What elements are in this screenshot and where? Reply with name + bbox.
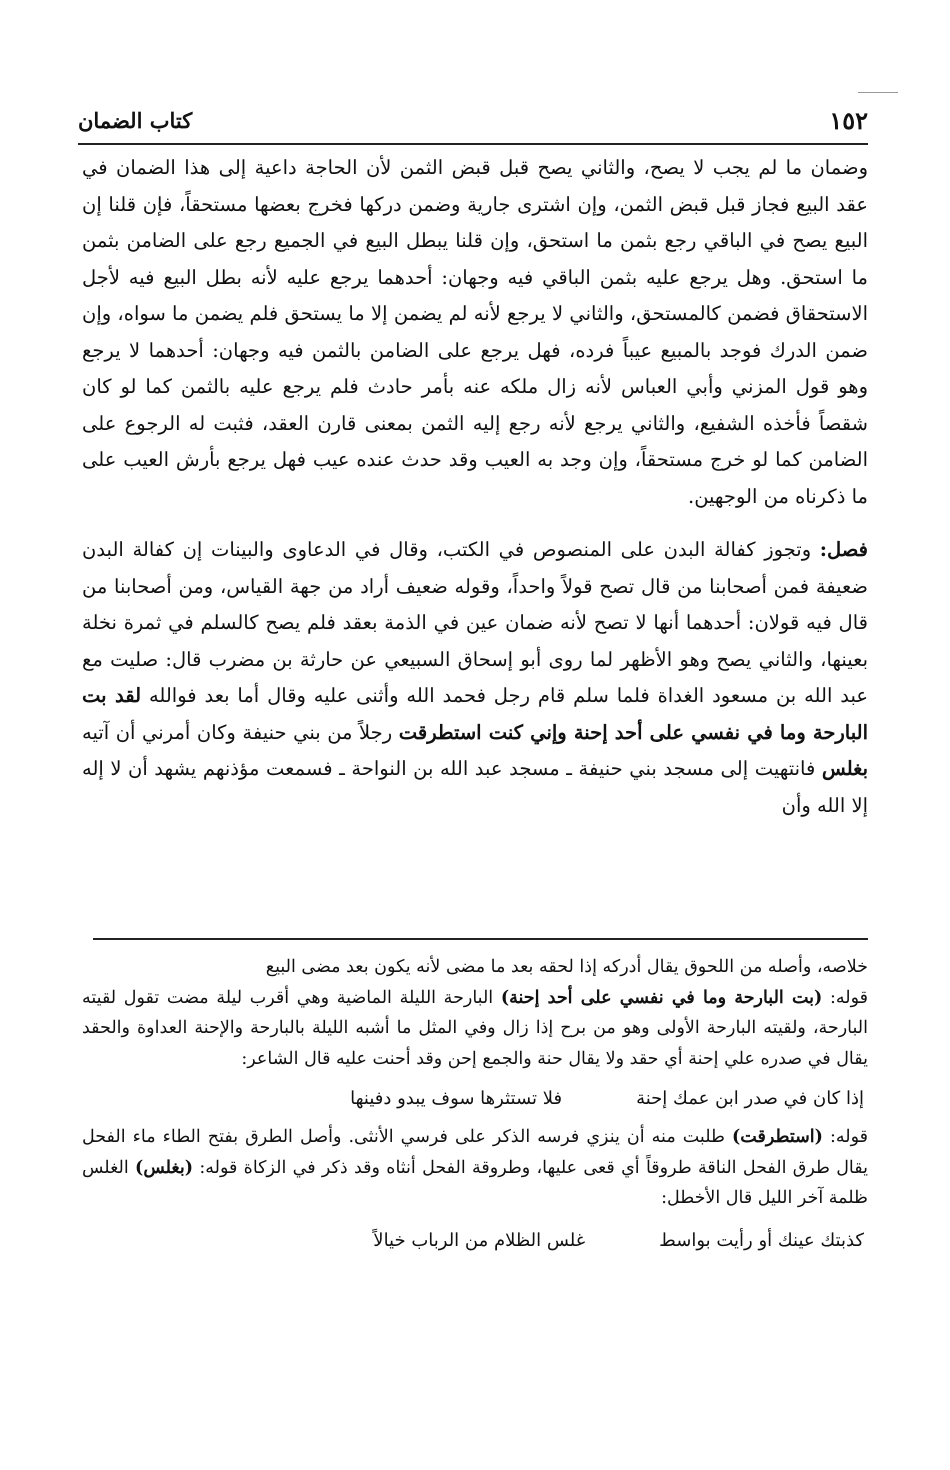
footnote-2-term: (بت البارحة وما في نفسي على أحد إحنة) [500,987,823,1008]
header-rule [78,143,868,145]
footnote-line-1: خلاصه، وأصله من اللحوق يقال أدركه إذا لحقه بعد ما مضى لأنه يكون بعد مضى البيع [265,957,868,977]
paragraph-2-bold-b: بغلس [821,757,868,780]
paragraph-2-text-c: فانتهيت إلى مسجد بني حنيفة ـ مسجد عبد الله بن النواحة ـ فسمعت مؤذنهم يشهد أن لا إله إلا الله وأن [82,757,868,817]
footnote-3-text: طلبت منه أن ينزي فرسه الذكر على فرسي الأنثى. وأصل الطرق بفتح الطاء ماء الفحل يقال طرق الفحل الناقة طروقاً أي قعى عليها، وطروقة الفحل أنثاه وقد ذكر في الزكاة قوله: [82,1127,868,1178]
footnote-rule [93,938,868,940]
footnotes [82,952,868,1264]
footnote-2-text: البارحة الليلة الماضية وهي أقرب ليلة مضت تقول لقيته البارحة، ولقيته البارحة الأولى وهو من برح إذا زال وفي المثل ما أشبه الليلة بالبارحة والإحنة العداوة والحقد يقال في صدره علي إحنة أي حقد ولا يقال حنة والجمع إحن وقد أحنت عليه قال الشاعر: [82,987,868,1069]
footnote-3-text-2: الغلس ظلمة آخر الليل قال الأخطل: [82,1157,868,1208]
running-title: كتاب الضمان [78,108,193,133]
verse-2 [82,1224,868,1258]
verse-1-first-hemistich: إذا كان في صدر ابن عمك إحنة [636,1088,864,1109]
footnote-2 [82,983,868,1075]
footnote-3-term: (استطرقت) [731,1127,823,1147]
verse-1-second-hemistich: فلا تستثرها سوف يبدو دفينها [350,1088,563,1109]
verse-1 [82,1082,868,1116]
paragraph-2-text-a: وتجوز كفالة البدن على المنصوص في الكتب، وقال في الدعاوى والبينات إن كفالة البدن ضعيفة فمن أصحابنا من قال تصح قولاً واحداً، وقوله ضعيف أراد من جهة القياس، ومن أصحابنا من قال فيه قولان: أحدهما أنها لا تصح لأنه ضمان عين في الذمة بعقد فلم يصح كالسلم في ثمرة نخلة بعينها، والثاني يصح وهو الأظهر لما روى أبو إسحاق السبيعي عن حارثة بن مضرب قال: صليت مع عبد الله بن مسعود الغداة فلما سلم قام رجل فحمد الله وأثنى عليه وقال أما بعد فوالله [82,538,868,707]
paragraph-2-bold-a: لقد بت البارحة وما في نفسي على أحد إحنة وإني كنت استطرقت [82,684,868,744]
footnote-3-intro: قوله: [822,1127,868,1147]
paragraph-2-text-b: رجلاً من بني حنيفة وكان أمرني أن آتيه [82,720,399,744]
scan-mark [858,92,898,93]
main-text [82,150,868,824]
footnote-3 [82,1122,868,1214]
paragraph-2 [82,532,868,824]
section-label: فصل: [819,538,868,561]
footnote-3-term-2: (بغلس) [135,1157,194,1178]
footnote-2-intro: قوله: [822,987,868,1008]
verse-2-second-hemistich: غلس الظلام من الرباب خيالاً [373,1229,586,1251]
page-header [78,104,868,138]
page-number: ١٥٢ [829,106,868,135]
verse-2-first-hemistich: كذبتك عينك أو رأيت بواسط [659,1229,864,1251]
paragraph-1: وضمان ما لم يجب لا يصح، والثاني يصح قبل قبض الثمن لأن الحاجة داعية إلى هذا الضمان في عقد البيع فجاز قبل قبض الثمن، وإن اشترى جارية وضمن دركها فخرج بعضها مستحقاً، فإن قلنا إن البيع يصح في الباقي رجع بثمن ما استحق، وإن قلنا يبطل البيع في الجميع رجع على الضامن بثمن ما استحق. وهل يرجع عليه بثمن الباقي فيه وجهان: أحدهما يرجع عليه لأنه بطل البيع فيه لأجل الاستحقاق فضمن كالمستحق، والثاني لا يرجع لأنه لم يضمن إلا ما يستحق فلم يضمن ما سواه، وإن ضمن الدرك فوجد بالمبيع عيباً فرده، فهل يرجع على الضامن بالثمن فيه وجهان: أحدهما لا يرجع وهو قول المزني وأبي العباس لأنه زال ملكه عنه بأمر حادث فلم يرجع عليه بالثمن كما لو كان شقصاً فأخذه الشفيع، والثاني يرجع لأنه رجع إليه الثمن بمعنى قارن العقد، فثبت له الرجوع على الضامن كما لو خرج مستحقاً، وإن وجد به العيب وقد حدث عنده عيب فهل يرجع بأرش العيب على ما ذكرناه من الوجهين. [82,156,868,508]
